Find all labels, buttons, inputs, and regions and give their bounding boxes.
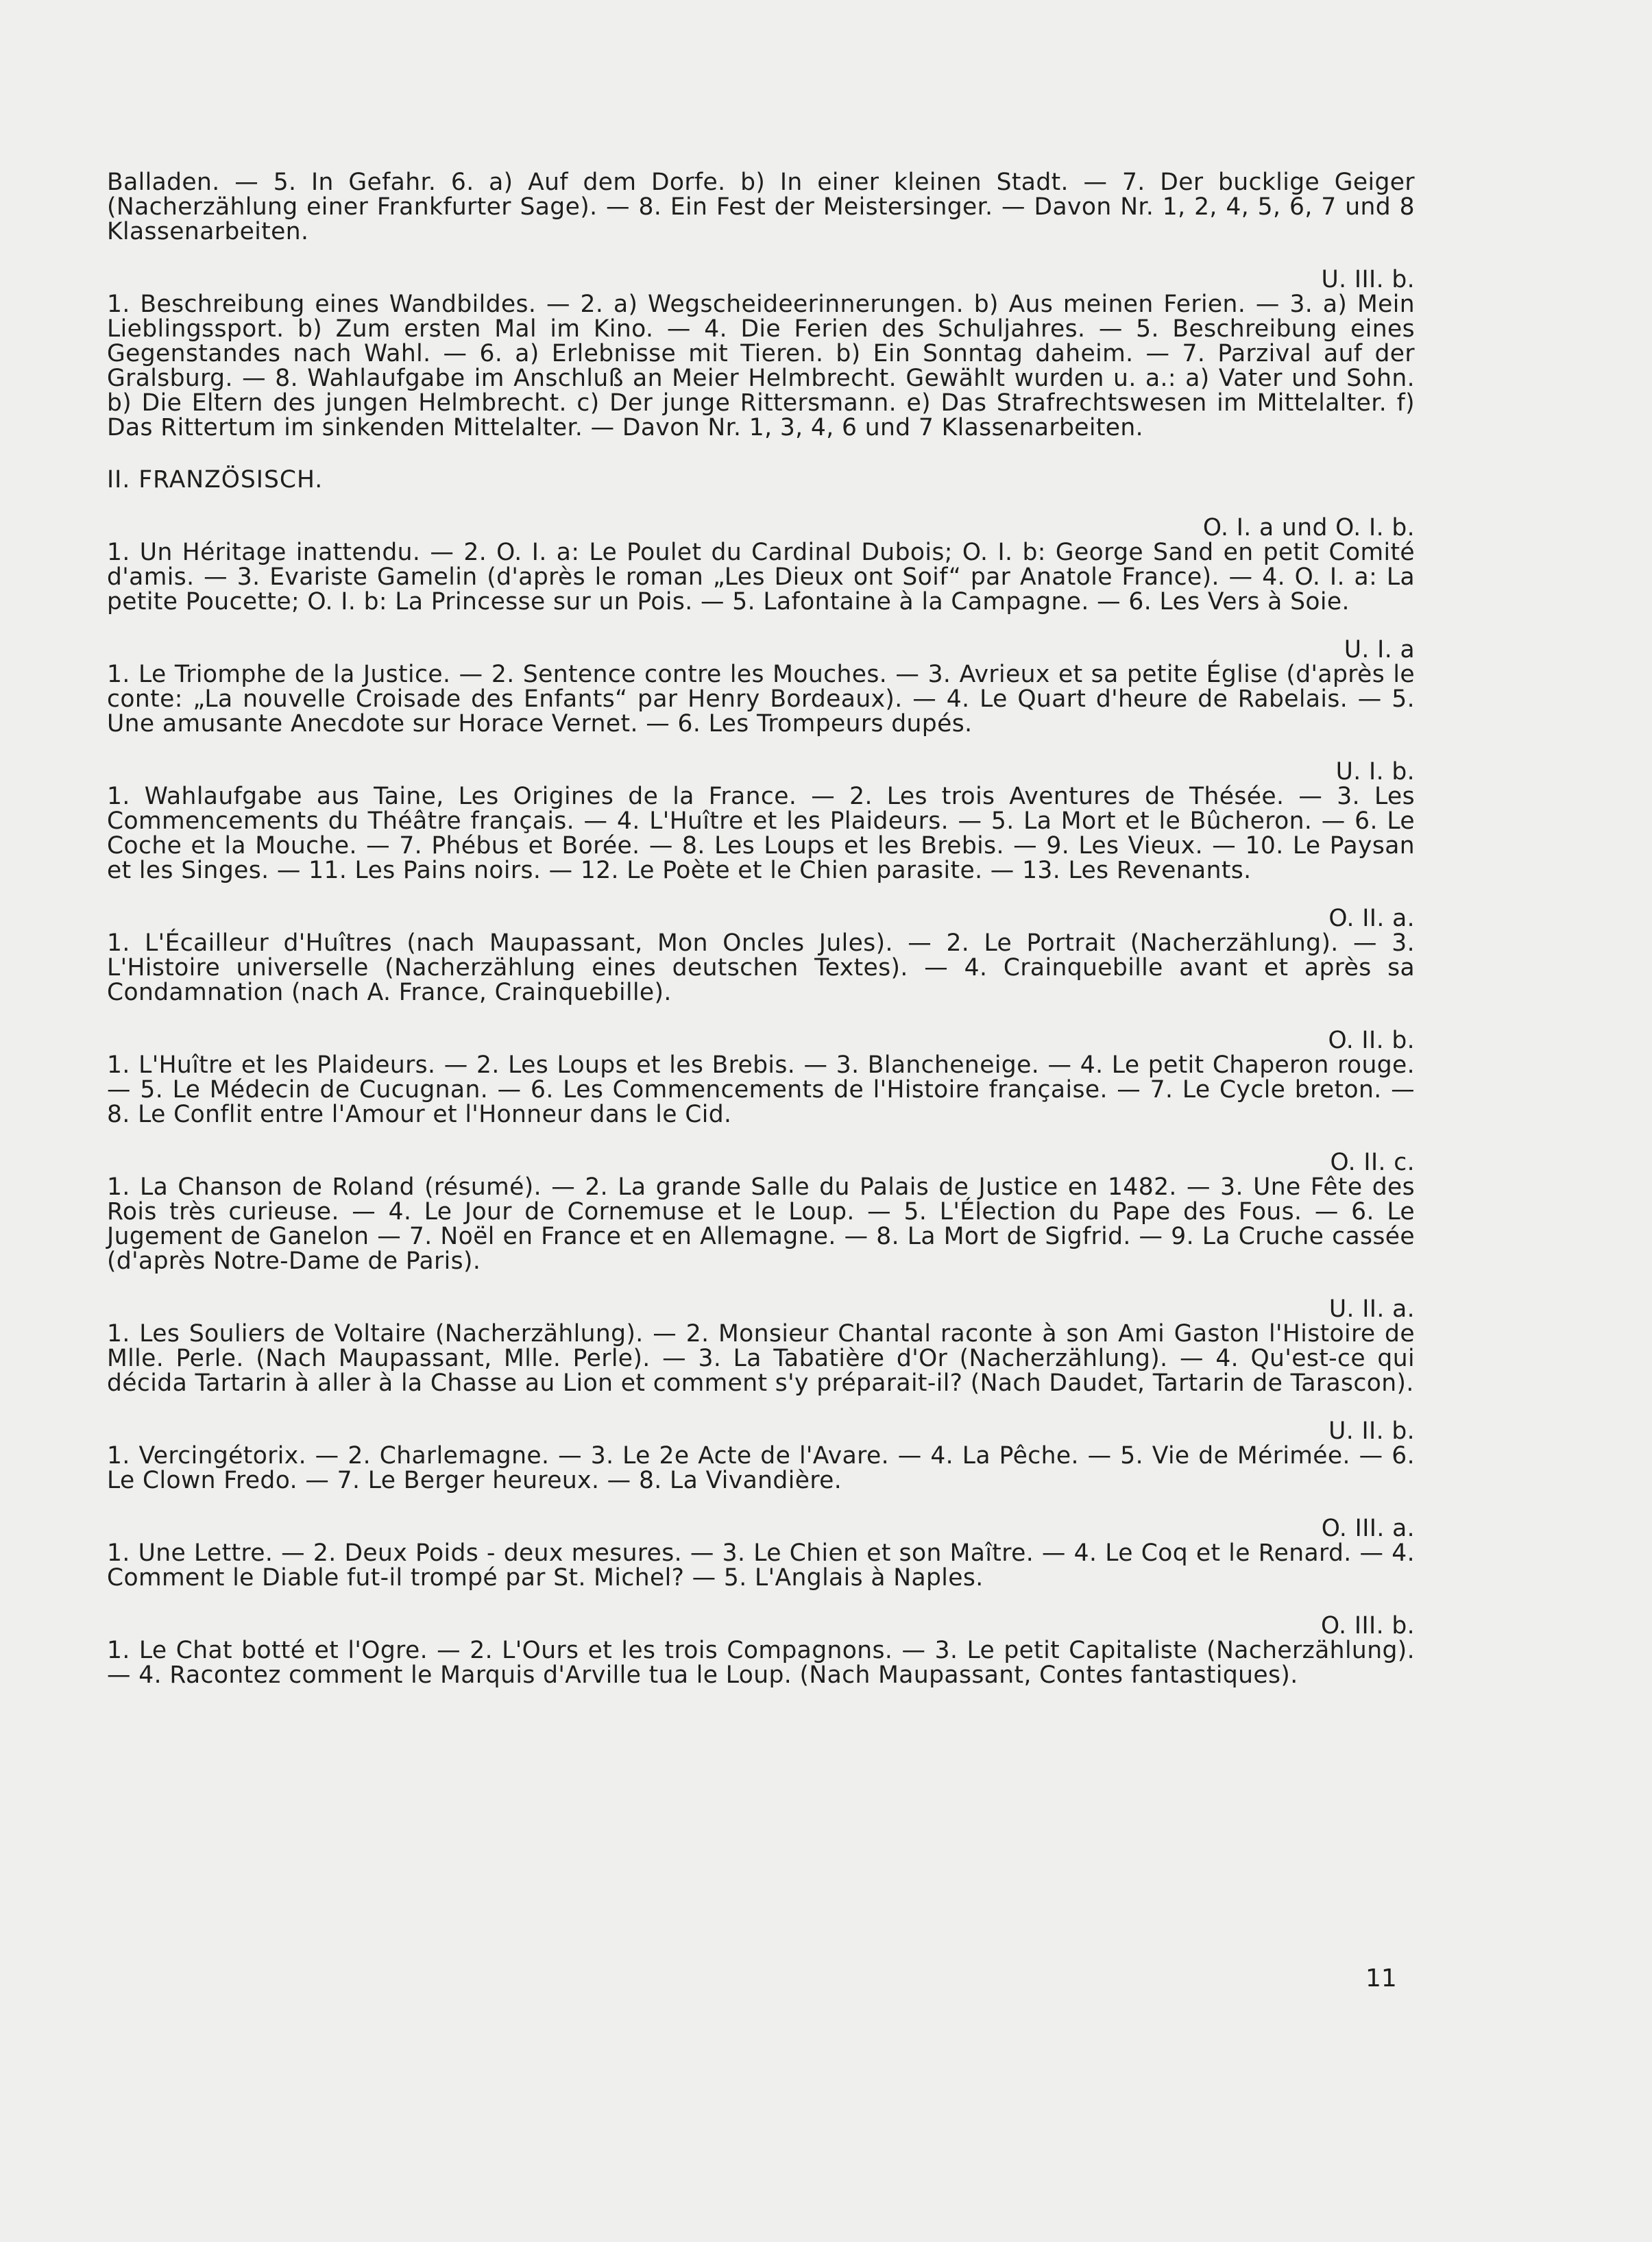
- class-heading-u1b: U. I. b.: [1335, 758, 1415, 785]
- topics-u1a: 1. Le Triomphe de la Justice. — 2. Sentence contre les Mouches. — 3. Avrieux et sa petite Église (d'après le conte: „La nouvelle Croisade des Enfants“ par Henry Bordeaux). — 4. Le Quart d'heure de Rabelais. — 5. Une amusante Anecdote sur Horace Vernet. — 6. Les Trompeurs dupés.: [107, 661, 1415, 738]
- topics-o2a: 1. L'Écailleur d'Huîtres (nach Maupassant, Mon Oncles Jules). — 2. Le Portrait (Nacherzählung). — 3. L'Histoire universelle (Nacherzählung eines deutschen Textes). — 4. Crainquebille avant et après sa Condamnation (nach A. France, Crainquebille).: [107, 929, 1415, 1006]
- class-heading-o2b: O. II. b.: [1328, 1027, 1415, 1054]
- section-title-french: II. FRANZÖSISCH.: [107, 466, 324, 494]
- topics-o2b: 1. L'Huître et les Plaideurs. — 2. Les Loups et les Brebis. — 3. Blancheneige. — 4. Le petit Chaperon rouge. — 5. Le Médecin de Cucugnan. — 6. Les Commencements de l'Histoire française. — 7. Le Cycle breton. — 8. Le Conflit entre l'Amour et l'Honneur dans le Cid.: [107, 1051, 1415, 1128]
- topics-u3b: 1. Beschreibung eines Wandbildes. — 2. a) Wegscheideerinnerungen. b) Aus meinen Ferien. — 3. a) Mein Lieblingssport. b) Zum ersten Mal im Kino. — 4. Die Ferien des Schuljahres. — 5. Beschreibung eines Gegenstandes nach Wahl. — 6. a) Erlebnisse mit Tieren. b) Ein Sonntag daheim. — 7. Parzival auf der Gralsburg. — 8. Wahlaufgabe im Anschluß an Meier Helmbrecht. Gewählt wurden u. a.: a) Vater und Sohn. b) Die Eltern des jungen Helmbrecht. c) Der junge Rittersmann. e) Das Strafrechtswesen im Mittelalter. f) Das Rittertum im sinkenden Mittelalter. — Davon Nr. 1, 3, 4, 6 und 7 Klassenarbeiten.: [107, 291, 1415, 441]
- topics-u2a: 1. Les Souliers de Voltaire (Nacherzählung). — 2. Monsieur Chantal raconte à son Ami Gaston l'Histoire de Mlle. Perle. (Nach Maupassant, Mlle. Perle). — 3. La Tabatière d'Or (Nacherzählung). — 4. Qu'est-ce qui décida Tartarin à aller à la Chasse au Lion et comment s'y préparait-il? (Nach Daudet, Tartarin de Tarascon).: [107, 1320, 1415, 1397]
- topics-o3b: 1. Le Chat botté et l'Ogre. — 2. L'Ours et les trois Compagnons. — 3. Le petit Capitaliste (Nacherzählung). — 4. Racontez comment le Marquis d'Arville tua le Loup. (Nach Maupassant, Contes fantastiques).: [107, 1637, 1415, 1689]
- page-content: [107, 170, 1415, 1687]
- intro-paragraph: Balladen. — 5. In Gefahr. 6. a) Auf dem Dorfe. b) In einer kleinen Stadt. — 7. Der bucklige Geiger (Nacherzählung einer Frankfurter Sage). — 8. Ein Fest der Meistersinger. — Davon Nr. 1, 2, 4, 5, 6, 7 und 8 Klassenarbeiten.: [107, 169, 1415, 245]
- topics-o3a: 1. Une Lettre. — 2. Deux Poids - deux mesures. — 3. Le Chien et son Maître. — 4. Le Coq et le Renard. — 4. Comment le Diable fut-il trompé par St. Michel? — 5. L'Anglais à Naples.: [107, 1539, 1415, 1592]
- topics-o2c: 1. La Chanson de Roland (résumé). — 2. La grande Salle du Palais de Justice en 1482. — 3. Une Fête des Rois très curieuse. — 4. Le Jour de Cornemuse et le Loup. — 5. L'Élection du Pape des Fous. — 6. Le Jugement de Ganelon — 7. Noël en France et en Allemagne. — 8. La Mort de Sigfrid. — 9. La Cruche cassée (d'après Notre-Dame de Paris).: [107, 1173, 1415, 1275]
- class-heading-o3a: O. III. a.: [1321, 1515, 1415, 1542]
- class-heading-u2a: U. II. a.: [1328, 1295, 1415, 1323]
- topics-u2b: 1. Vercingétorix. — 2. Charlemagne. — 3. Le 2e Acte de l'Avare. — 4. La Pêche. — 5. Vie de Mérimée. — 6. Le Clown Fredo. — 7. Le Berger heureux. — 8. La Vivandière.: [107, 1442, 1415, 1494]
- topics-o1ab: 1. Un Héritage inattendu. — 2. O. I. a: Le Poulet du Cardinal Dubois; O. I. b: George Sand en petit Comité d'amis. — 3. Evariste Gamelin (d'après le roman „Les Dieux ont Soif“ par Anatole France). — 4. O. I. a: La petite Poucette; O. I. b: La Princesse sur un Pois. — 5. Lafontaine à la Campagne. — 6. Les Vers à Soie.: [107, 539, 1415, 616]
- topics-u1b: 1. Wahlaufgabe aus Taine, Les Origines de la France. — 2. Les trois Aventures de Thésée. — 3. Les Commencements du Théâtre français. — 4. L'Huître et les Plaideurs. — 5. La Mort et le Bûcheron. — 6. Le Coche et la Mouche. — 7. Phébus et Borée. — 8. Les Loups et les Brebis. — 9. Les Vieux. — 10. Le Paysan et les Singes. — 11. Les Pains noirs. — 12. Le Poète et le Chien parasite. — 13. Les Revenants.: [107, 783, 1415, 884]
- class-heading-o1ab: O. I. a und O. I. b.: [1202, 514, 1415, 541]
- class-heading-u3b: U. III. b.: [1321, 266, 1415, 293]
- class-heading-o2c: O. II. c.: [1330, 1149, 1415, 1176]
- class-heading-u2b: U. II. b.: [1328, 1417, 1415, 1445]
- class-heading-u1a: U. I. a: [1344, 636, 1415, 663]
- class-heading-o3b: O. III. b.: [1320, 1612, 1415, 1640]
- page-number: 11: [1365, 1964, 1397, 1993]
- class-heading-o2a: O. II. a.: [1328, 905, 1415, 932]
